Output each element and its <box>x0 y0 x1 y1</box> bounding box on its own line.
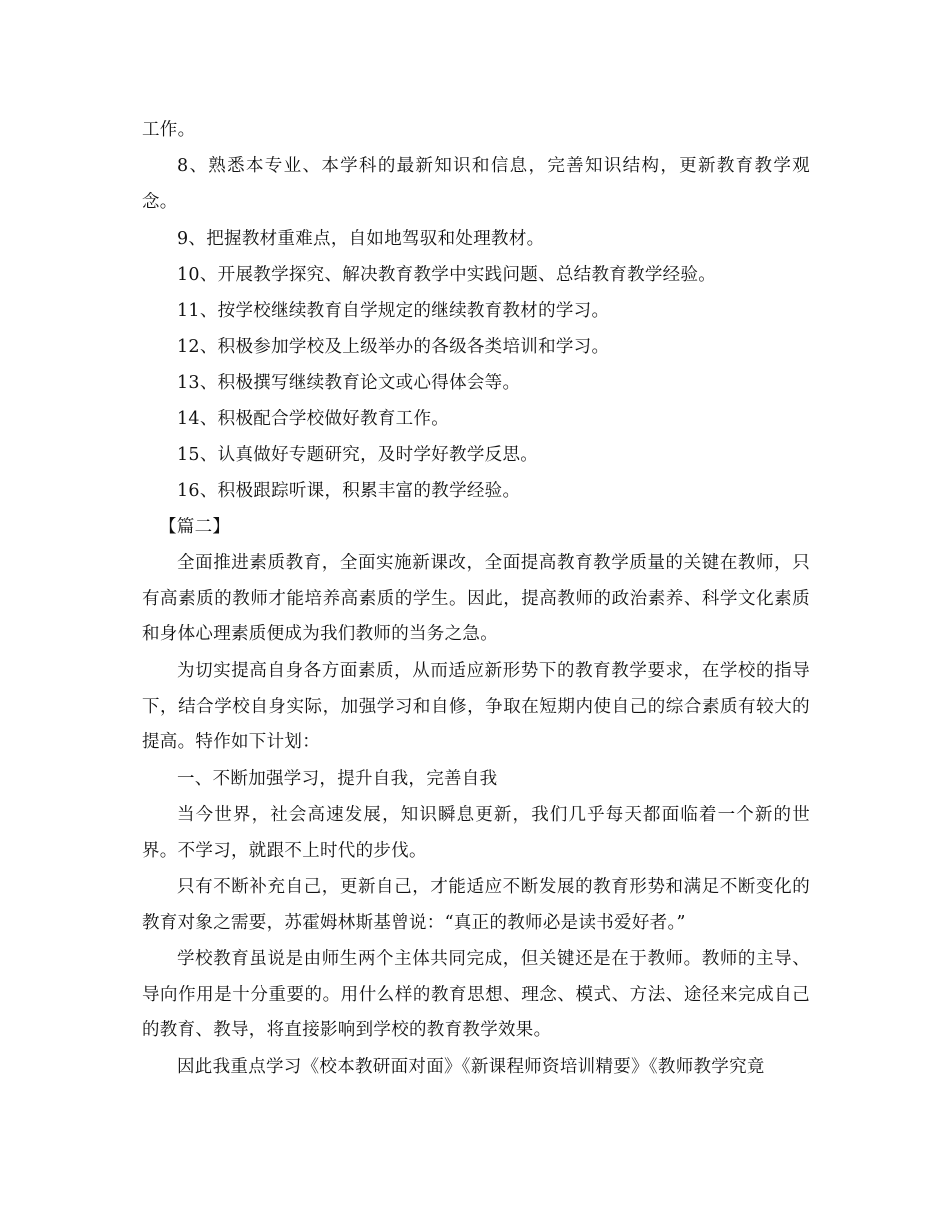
section-heading: 【篇二】 <box>159 517 231 537</box>
list-item-15: 15、认真做好专题研究，及时学好教学反思。 <box>177 445 539 465</box>
list-item-10: 10、开展教学探究、解决教育教学中实践问题、总结教育教学经验。 <box>177 265 717 285</box>
body-paragraph: 因此我重点学习《校本教研面对面》《新课程师资培训精要》《教师教学究竟 <box>177 1057 765 1077</box>
body-paragraph: 全面推进素质教育，全面实施新课改，全面提高教育教学质量的关键在教师，只有高素质的教师才能培养高素质的学生。因此，提高教师的政治素养、科学文化素质和身体心理素质便成为我们教师的当务之急。 <box>142 553 810 644</box>
paragraph-continuation: 工作。 <box>142 120 196 140</box>
body-paragraph: 只有不断补充自己，更新自己，才能适应不断发展的教育形势和满足不断变化的教育对象之需要，苏霍姆林斯基曾说：“真正的教师必是读书爱好者。” <box>142 877 810 933</box>
subsection-heading: 一、不断加强学习，提升自我，完善自我 <box>177 769 498 789</box>
list-item-9: 9、把握教材重难点，自如地驾驭和处理教材。 <box>177 229 545 249</box>
list-item-12: 12、积极参加学校及上级举办的各级各类培训和学习。 <box>177 337 610 357</box>
list-item-16: 16、积极跟踪听课，积累丰富的教学经验。 <box>177 481 521 501</box>
body-paragraph: 学校教育虽说是由师生两个主体共同完成，但关键还是在于教师。教师的主导、导向作用是十分重要的。用什么样的教育思想、理念、模式、方法、途径来完成自己的教育、教导，将直接影响到学校的教育教学效果。 <box>142 949 810 1040</box>
list-item-13: 13、积极撰写继续教育论文或心得体会等。 <box>177 373 521 393</box>
list-item-11: 11、按学校继续教育自学规定的继续教育教材的学习。 <box>177 301 610 321</box>
list-item-14: 14、积极配合学校做好教育工作。 <box>177 409 450 429</box>
body-paragraph: 当今世界，社会高速发展，知识瞬息更新，我们几乎每天都面临着一个新的世界。不学习，就跟不上时代的步伐。 <box>142 805 810 861</box>
body-paragraph: 为切实提高自身各方面素质，从而适应新形势下的教育教学要求，在学校的指导下，结合学校自身实际，加强学习和自修，争取在短期内使自己的综合素质有较大的提高。特作如下计划： <box>142 661 810 752</box>
list-item-8: 8、熟悉本专业、本学科的最新知识和信息，完善知识结构，更新教育教学观念。 <box>142 156 810 212</box>
